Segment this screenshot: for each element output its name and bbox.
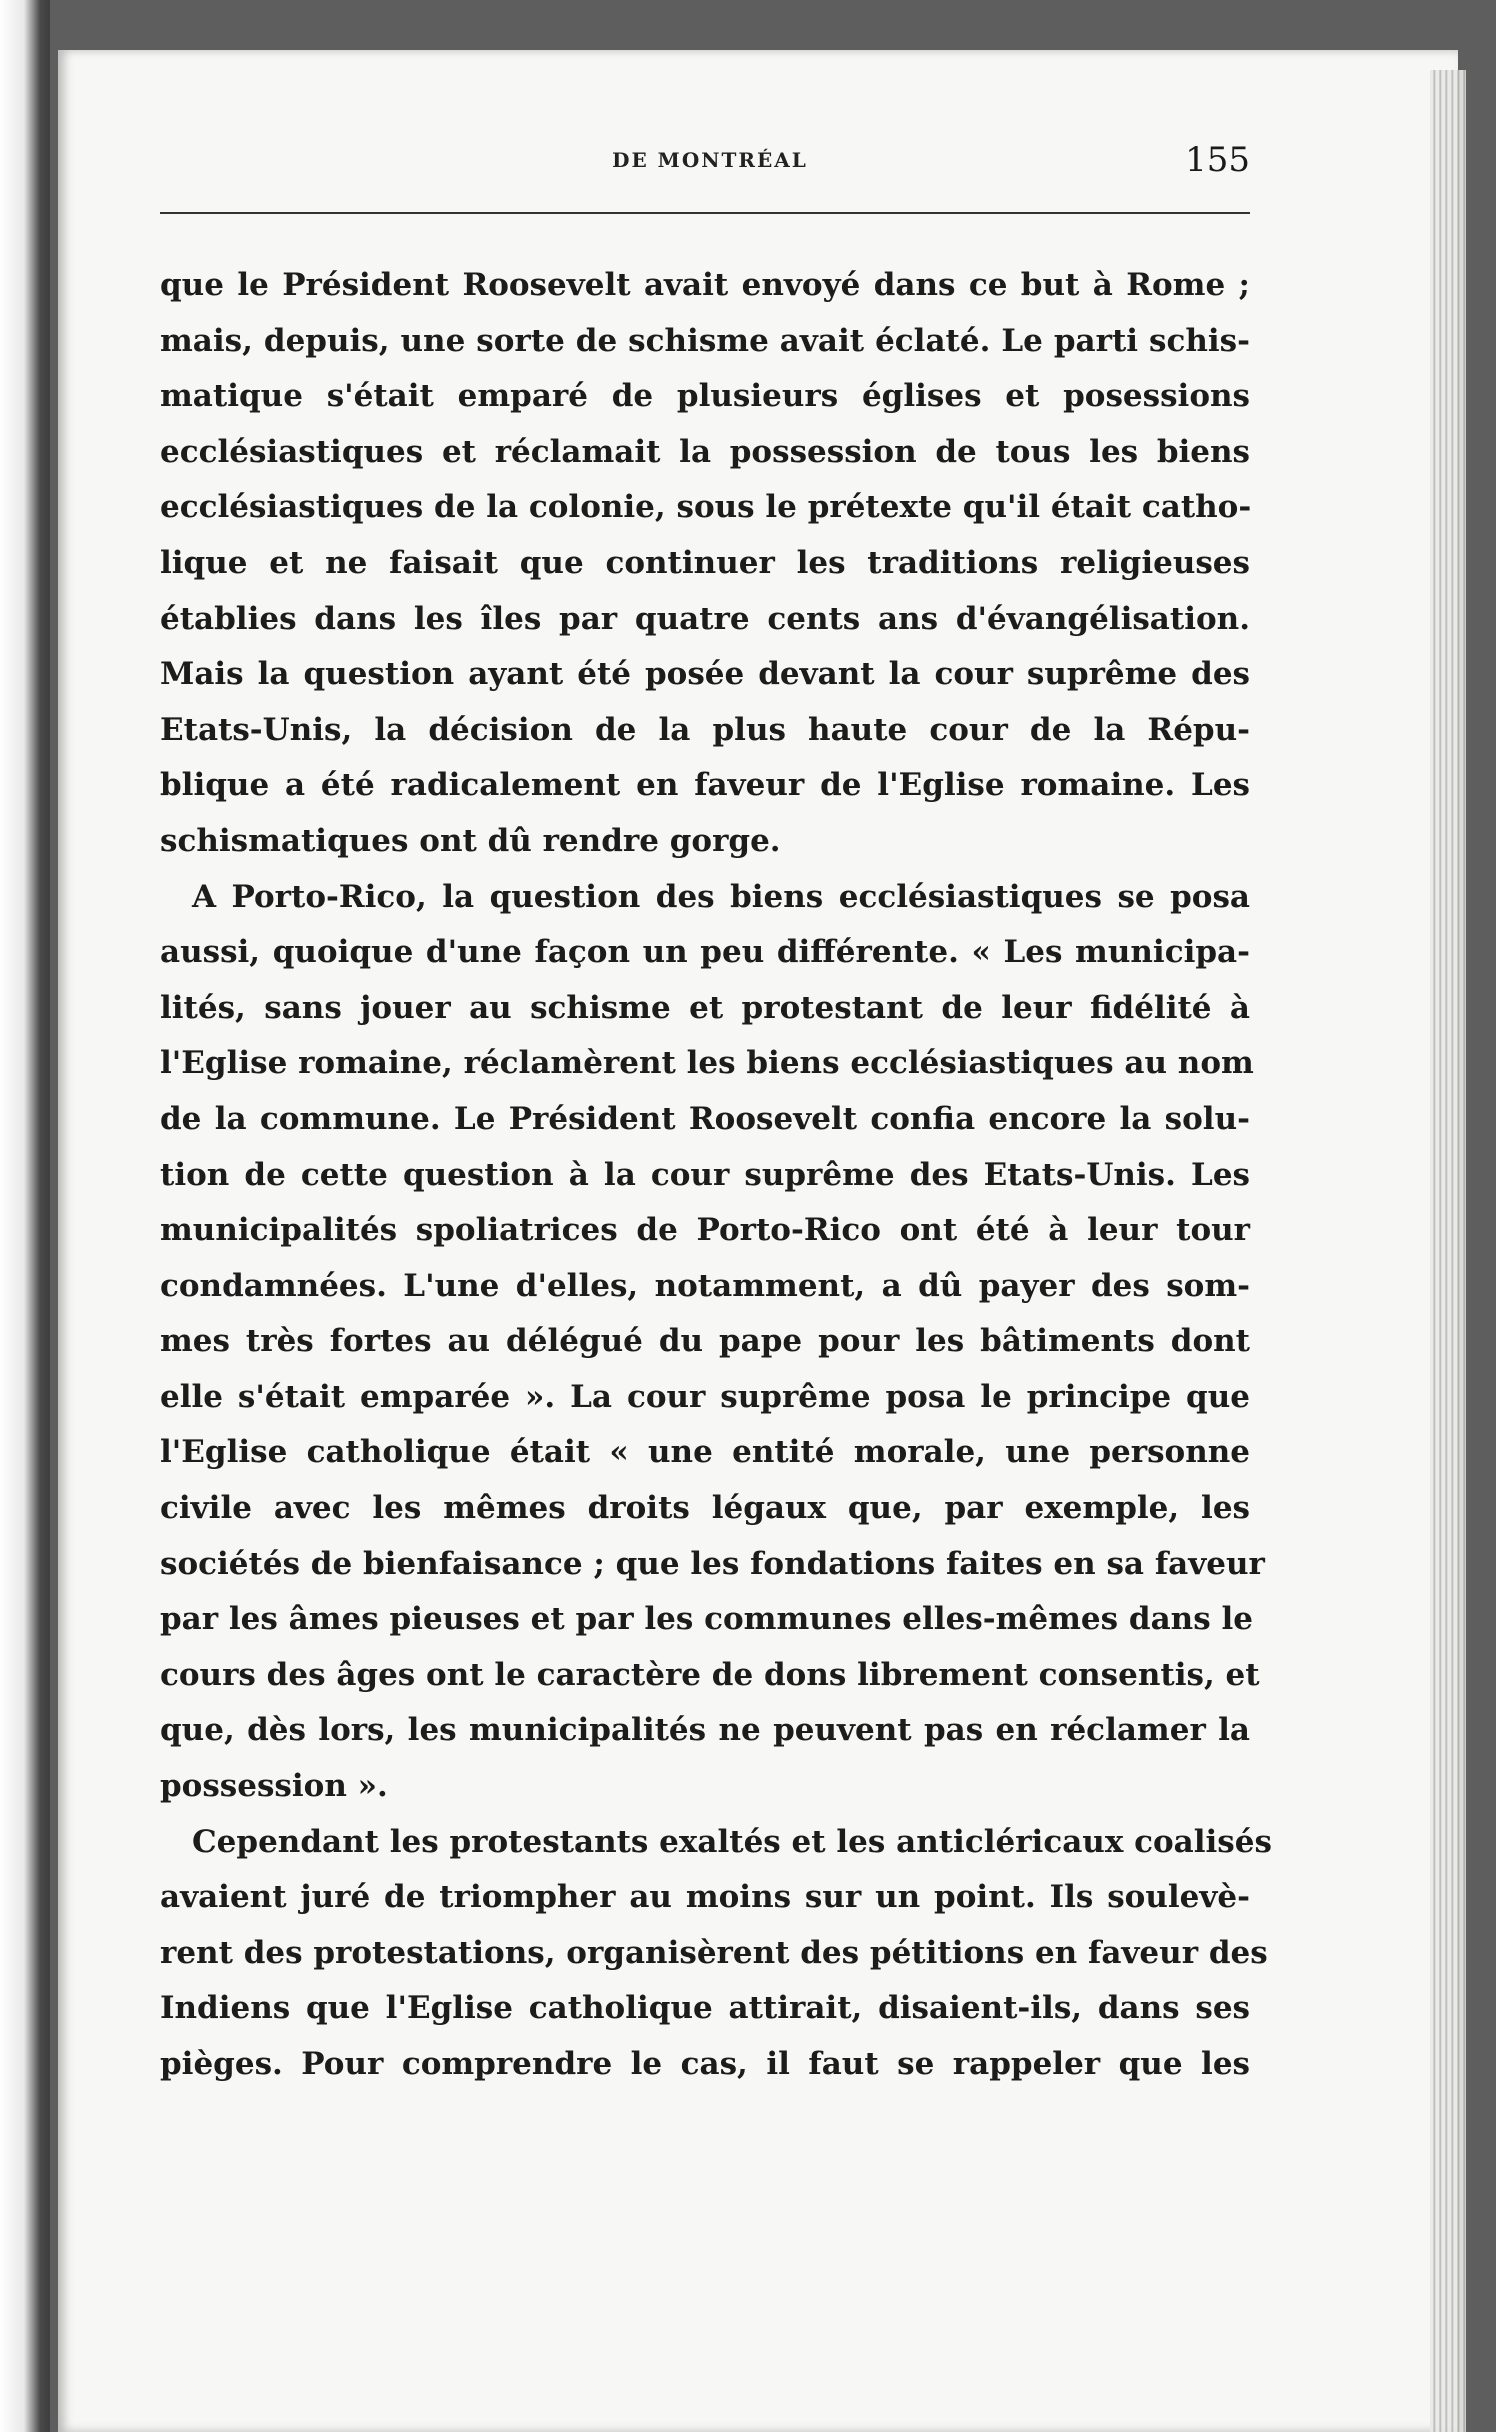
text-line: A Porto-Rico, la question des biens ecclésiastiques se posa (192, 878, 1250, 915)
text-line: cours des âges ont le caractère de dons librement consentis, et (160, 1656, 1260, 1693)
page-header (160, 140, 1260, 190)
text-line: avaient juré de triompher au moins sur un point. Ils soulevè- (160, 1879, 1250, 1916)
page-number: 155 (1185, 140, 1250, 180)
text-line: que, dès lors, les municipalités ne peuvent pas en réclamer la (160, 1712, 1250, 1749)
text-line: mes très fortes au délégué du pape pour les bâtiments dont (160, 1323, 1250, 1360)
text-line: mais, depuis, une sorte de schisme avait éclaté. Le parti schis- (160, 322, 1250, 359)
paragraph (160, 1815, 1272, 2093)
text-line: aussi, quoique d'une façon un peu différente. « Les municipa- (160, 934, 1250, 971)
text-line: l'Eglise catholique était « une entité morale, une personne (160, 1434, 1250, 1471)
text-line: municipalités spoliatrices de Porto-Rico ont été à leur tour (160, 1212, 1250, 1249)
text-line: de la commune. Le Président Roosevelt confia encore la solu- (160, 1100, 1250, 1137)
body-text (160, 258, 1272, 2093)
paragraph (160, 870, 1265, 1815)
text-line: lique et ne faisait que continuer les traditions religieuses (160, 544, 1250, 581)
text-line: matique s'était emparé de plusieurs églises et posessions (160, 378, 1250, 415)
text-line: condamnées. L'une d'elles, notamment, a dû payer des som- (160, 1267, 1250, 1304)
text-line: blique a été radicalement en faveur de l'Eglise romaine. Les (160, 767, 1250, 804)
text-line: que le Président Roosevelt avait envoyé dans ce but à Rome ; (160, 267, 1250, 303)
text-line: elle s'était emparée ». La cour suprême posa le principe que (160, 1378, 1250, 1415)
text-line: l'Eglise romaine, réclamèrent les biens ecclésiastiques au nom (160, 1045, 1254, 1082)
text-line: civile avec les mêmes droits légaux que, par exemple, les (160, 1490, 1250, 1527)
header-rule (160, 212, 1250, 214)
text-line: Indiens que l'Eglise catholique attirait, disaient-ils, dans ses (160, 1990, 1250, 2027)
text-line: tion de cette question à la cour suprême des Etats-Unis. Les (160, 1156, 1250, 1193)
page-edges (1430, 70, 1466, 2432)
text-line: sociétés de bienfaisance ; que les fondations faites en sa faveur (160, 1545, 1265, 1582)
text-line: schismatiques ont dû rendre gorge. (160, 822, 781, 859)
text-line: possession ». (160, 1768, 388, 1805)
text-line: Etats-Unis, la décision de la plus haute cour de la Répu- (160, 711, 1250, 748)
text-line: Cependant les protestants exaltés et les anticléricaux coalisés (192, 1823, 1272, 1860)
text-line: établies dans les îles par quatre cents ans d'évangélisation. (160, 600, 1250, 637)
text-line: par les âmes pieuses et par les communes elles-mêmes dans le (160, 1601, 1253, 1638)
text-line: ecclésiastiques de la colonie, sous le prétexte qu'il était catho- (160, 489, 1252, 526)
text-line: rent des protestations, organisèrent des pétitions en faveur des (160, 1934, 1268, 1971)
running-title: DE MONTRÉAL (612, 148, 808, 172)
book-gutter (0, 0, 50, 2432)
text-line: lités, sans jouer au schisme et protestant de leur fidélité à (160, 989, 1250, 1026)
text-line: ecclésiastiques et réclamait la possession de tous les biens (160, 433, 1250, 470)
paragraph (160, 258, 1250, 870)
text-line: pièges. Pour comprendre le cas, il faut se rappeler que les (160, 2046, 1250, 2082)
text-line: Mais la question ayant été posée devant la cour suprême des (160, 656, 1250, 693)
